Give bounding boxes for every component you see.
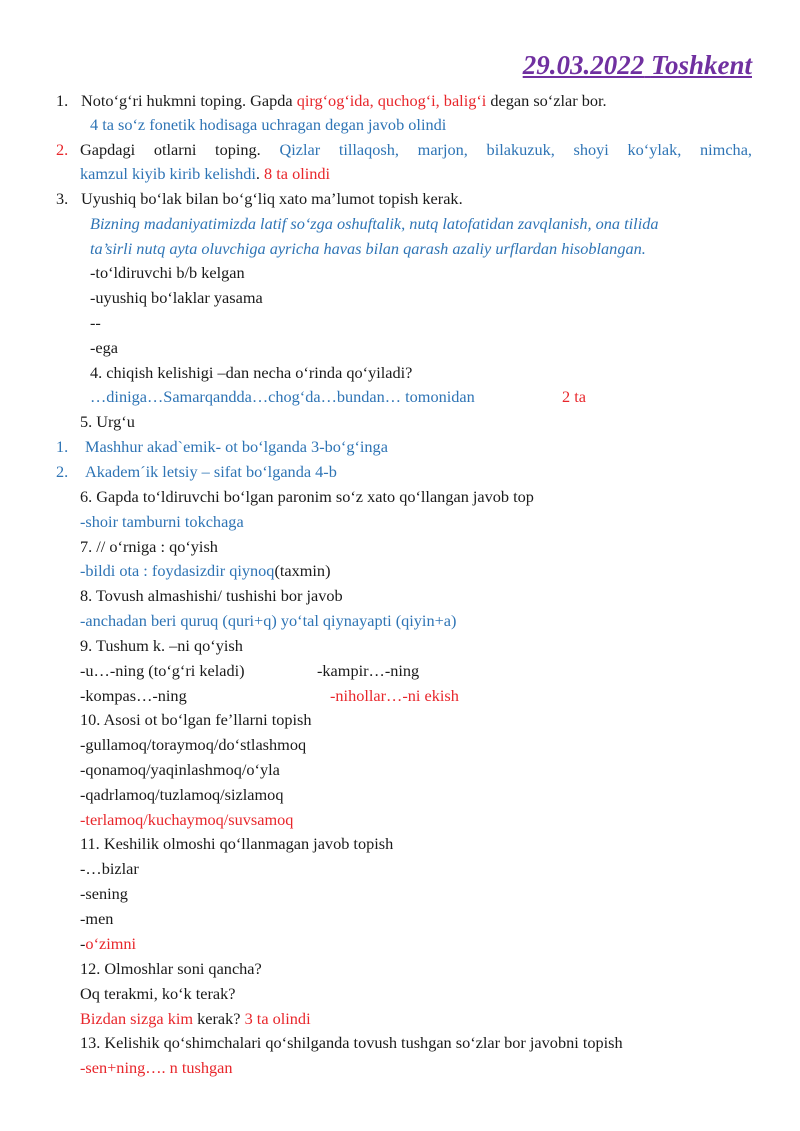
- question-13-answer: -sen+ning…. n tushgan: [80, 1058, 233, 1077]
- question-1-tail: degan so‘zlar bor.: [486, 91, 607, 110]
- question-5-item-1-text: Mashhur akad`emik- ot bo‘lganda 3-bo‘g‘inga: [85, 437, 388, 456]
- question-3-quote-2: ta’sirli nutq ayta oluvchiga ayricha havas bilan qarash azaliy urflardan hisoblangan.: [90, 239, 646, 258]
- question-5-item-1: [56, 437, 388, 457]
- question-6-text: 6. Gapda to‘ldiruvchi bo‘lgan paronim so‘z xato qo‘llangan javob top: [80, 487, 534, 506]
- question-11-option-3: -men: [80, 909, 114, 928]
- question-6-answer: -shoir tamburni tokchaga: [80, 512, 244, 531]
- question-12-line-3-b: kerak?: [193, 1009, 245, 1028]
- question-3-option-2: -uyushiq bo‘laklar yasama: [90, 288, 263, 307]
- question-11-text: 11. Keshilik olmoshi qo‘llanmagan javob topish: [80, 834, 394, 853]
- question-12-line-3-a: Bizdan sizga kim: [80, 1009, 194, 1028]
- question-3-quote-1: Bizning madaniyatimizda latif so‘zga oshuftalik, nutq latofatidan zavqlanish, ona tilida: [90, 214, 659, 233]
- question-7-answer: -bildi ota : foydasizdir qiynoq: [80, 561, 275, 580]
- question-9-option-3: -kompas…-ning: [80, 686, 187, 705]
- question-2-answer: 8 ta olindi: [264, 164, 331, 183]
- question-2-line-1: [80, 140, 752, 160]
- question-3-option-4: -ega: [90, 338, 119, 357]
- question-8-answer: -anchadan beri quruq (quri+q) yo‘tal qiynayapti (qiyin+a): [80, 611, 457, 630]
- question-9-text: 9. Tushum k. –ni qo‘yish: [80, 636, 243, 655]
- question-1-number: 1.: [56, 91, 69, 110]
- question-11-option-4: o‘zimni: [85, 934, 137, 953]
- question-13-text: 13. Kelishik qo‘shimchalari qo‘shilganda tovush tushgan so‘zlar bor javobni topish: [80, 1033, 623, 1052]
- question-3-option-1: -to‘ldiruvchi b/b kelgan: [90, 263, 245, 282]
- question-10-text: 10. Asosi ot bo‘lgan fe’llarni topish: [80, 710, 312, 729]
- question-3-text: Uyushiq bo‘lak bilan bo‘g‘liq xato ma’lumot topish kerak.: [81, 189, 463, 208]
- header-city: Toshkent: [650, 50, 752, 80]
- question-4-answer: …diniga…Samarqandda…chog‘da…bundan… tomonidan: [90, 387, 475, 406]
- question-4-count: 2 ta: [562, 387, 586, 406]
- question-2-words-a: Qizlar tillaqosh, marjon, bilakuzuk, shoyi ko‘ylak, nimcha,: [279, 140, 752, 159]
- page-header: [523, 50, 752, 81]
- question-11-option-4-line: [80, 934, 136, 954]
- question-10-option-1: -gullamoq/toraymoq/do‘stlashmoq: [80, 735, 307, 754]
- question-5-item-2-number: 2.: [56, 462, 69, 481]
- question-5-item-2-text: Akadem´ik letsiy – sifat bo‘lganda 4-b: [85, 462, 337, 481]
- question-2-number: 2.: [56, 140, 69, 159]
- question-11-option-4-dash: -: [80, 934, 86, 953]
- question-11-option-2: -sening: [80, 884, 128, 903]
- question-12-line-3: [80, 1009, 311, 1029]
- question-2-words-b: kamzul kiyib kirib kelishdi: [80, 164, 256, 183]
- question-12-text: 12. Olmoshlar soni qancha?: [80, 959, 262, 978]
- question-5-item-2: [56, 462, 337, 482]
- question-7-text: 7. // o‘rniga : qo‘yish: [80, 537, 218, 556]
- question-2-dot: .: [255, 164, 265, 183]
- question-3: [56, 189, 463, 209]
- question-3-number: 3.: [56, 189, 69, 208]
- header-date: 29.03.2022: [522, 50, 645, 80]
- question-5-item-1-number: 1.: [56, 437, 69, 456]
- question-2-text: Gapdagi otlarni toping.: [80, 140, 280, 159]
- question-7-answer-line: [80, 561, 331, 581]
- question-4-text: 4. chiqish kelishigi –dan necha o‘rinda qo‘yiladi?: [90, 363, 413, 382]
- question-10-option-2: -qonamoq/yaqinlashmoq/o‘yla: [80, 760, 280, 779]
- question-1: [56, 91, 607, 111]
- question-12-answer: 3 ta olindi: [244, 1009, 311, 1028]
- question-1-text: Noto‘g‘ri hukmni toping. Gapda: [81, 91, 297, 110]
- question-10-option-4: -terlamoq/kuchaymoq/suvsamoq: [80, 810, 294, 829]
- question-1-words: qirg‘og‘ida, quchog‘i, balig‘i: [296, 91, 487, 110]
- question-9-option-1: -u…-ning (to‘g‘ri keladi): [80, 661, 245, 680]
- question-9-option-2: -kampir…-ning: [317, 661, 420, 680]
- question-7-note: (taxmin): [274, 561, 331, 580]
- question-10-option-3: -qadrlamoq/tuzlamoq/sizlamoq: [80, 785, 284, 804]
- question-12-line-2: Oq terakmi, ko‘k terak?: [80, 984, 236, 1003]
- question-3-option-3: --: [90, 313, 101, 332]
- question-11-option-1: -…bizlar: [80, 859, 139, 878]
- question-9-option-4: -nihollar…-ni ekish: [330, 686, 459, 705]
- question-1-answer: 4 ta so‘z fonetik hodisaga uchragan degan javob olindi: [90, 115, 447, 134]
- question-8-text: 8. Tovush almashishi/ tushishi bor javob: [80, 586, 343, 605]
- question-2-line-2: [80, 164, 330, 184]
- question-5-text: 5. Urg‘u: [80, 412, 135, 431]
